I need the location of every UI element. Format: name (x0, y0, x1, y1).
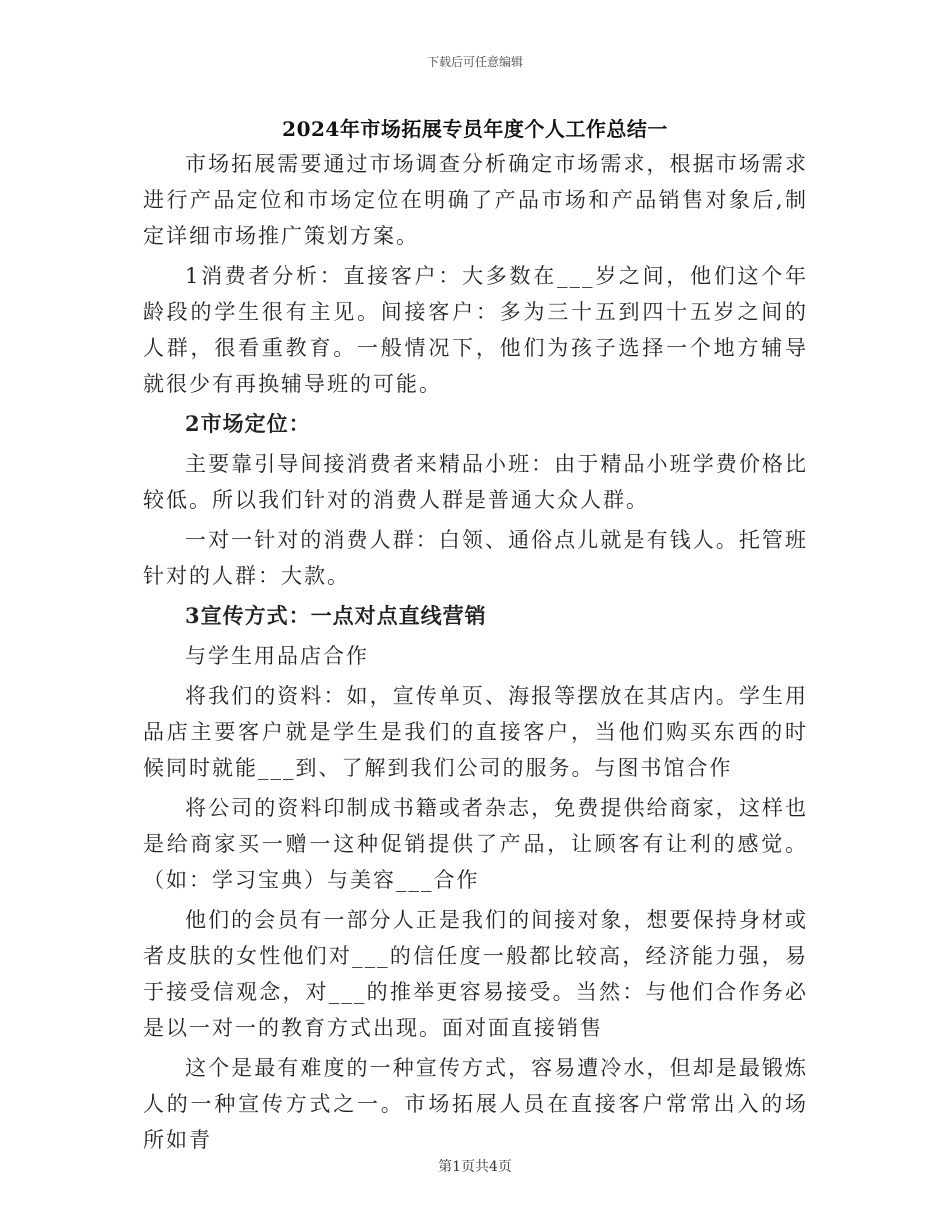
paragraph-consumer-analysis: 1消费者分析：直接客户：大多数在___岁之间，他们这个年龄段的学生很有主见。间接客户：多为三十五到四十五岁之间的人群，很看重教育。一般情况下，他们为孩子选择一个地方辅导就很少有再换辅导班的可能。 (143, 264, 808, 396)
section-heading-market-positioning: 2市场定位： (185, 411, 311, 436)
paragraph-one-on-one: 一对一针对的消费人群：白领、通俗点儿就是有钱人。托管班针对的人群：大款。 (143, 528, 808, 588)
header-note: 下载后可任意编辑 (426, 55, 523, 69)
paragraph-beauty-members: 他们的会员有一部分人正是我们的间接对象，想要保持身材或者皮肤的女性他们对___的信任度一般都比较高，经济能力强，易于接受信观念，对___的推举更容易接受。当然：与他们合作务必是以一对一的教育方式出现。面对面直接销售 (143, 908, 808, 1040)
paragraph-intro: 市场拓展需要通过市场调查分析确定市场需求，根据市场需求进行产品定位和市场定位在明确了产品市场和产品销售对象后,制定详细市场推广策划方案。 (143, 152, 808, 248)
paragraph-direct-sales: 这个是最有难度的一种宣传方式，容易遭冷水，但却是最锻炼人的一种宣传方式之一。市场拓展人员在直接客户常常出入的场所如青 (143, 1056, 808, 1152)
paragraph-store-materials: 将我们的资料：如，宣传单页、海报等摆放在其店内。学生用品店主要客户就是学生是我们的直接客户，当他们购买东西的时候同时就能___到、了解到我们公司的服务。与图书馆合作 (143, 684, 808, 780)
section-heading-promotion: 3宣传方式：一点对点直线营销 (185, 603, 487, 628)
paragraph-stationery-store: 与学生用品店合作 (185, 644, 369, 668)
paragraph-small-class: 主要靠引导间接消费者来精品小班：由于精品小班学费价格比较低。所以我们针对的消费人群是普通大众人群。 (143, 452, 808, 512)
document-body (143, 146, 808, 1162)
page-number: 第1页共4页 (438, 1159, 512, 1175)
paragraph-library: 将公司的资料印制成书籍或者杂志，免费提供给商家，这样也是给商家买一赠一这种促销提供了产品，让顾客有让利的感觉。（如：学习宝典）与美容___合作 (143, 796, 808, 892)
document-title: 2024年市场拓展专员年度个人工作总结一 (282, 117, 668, 141)
